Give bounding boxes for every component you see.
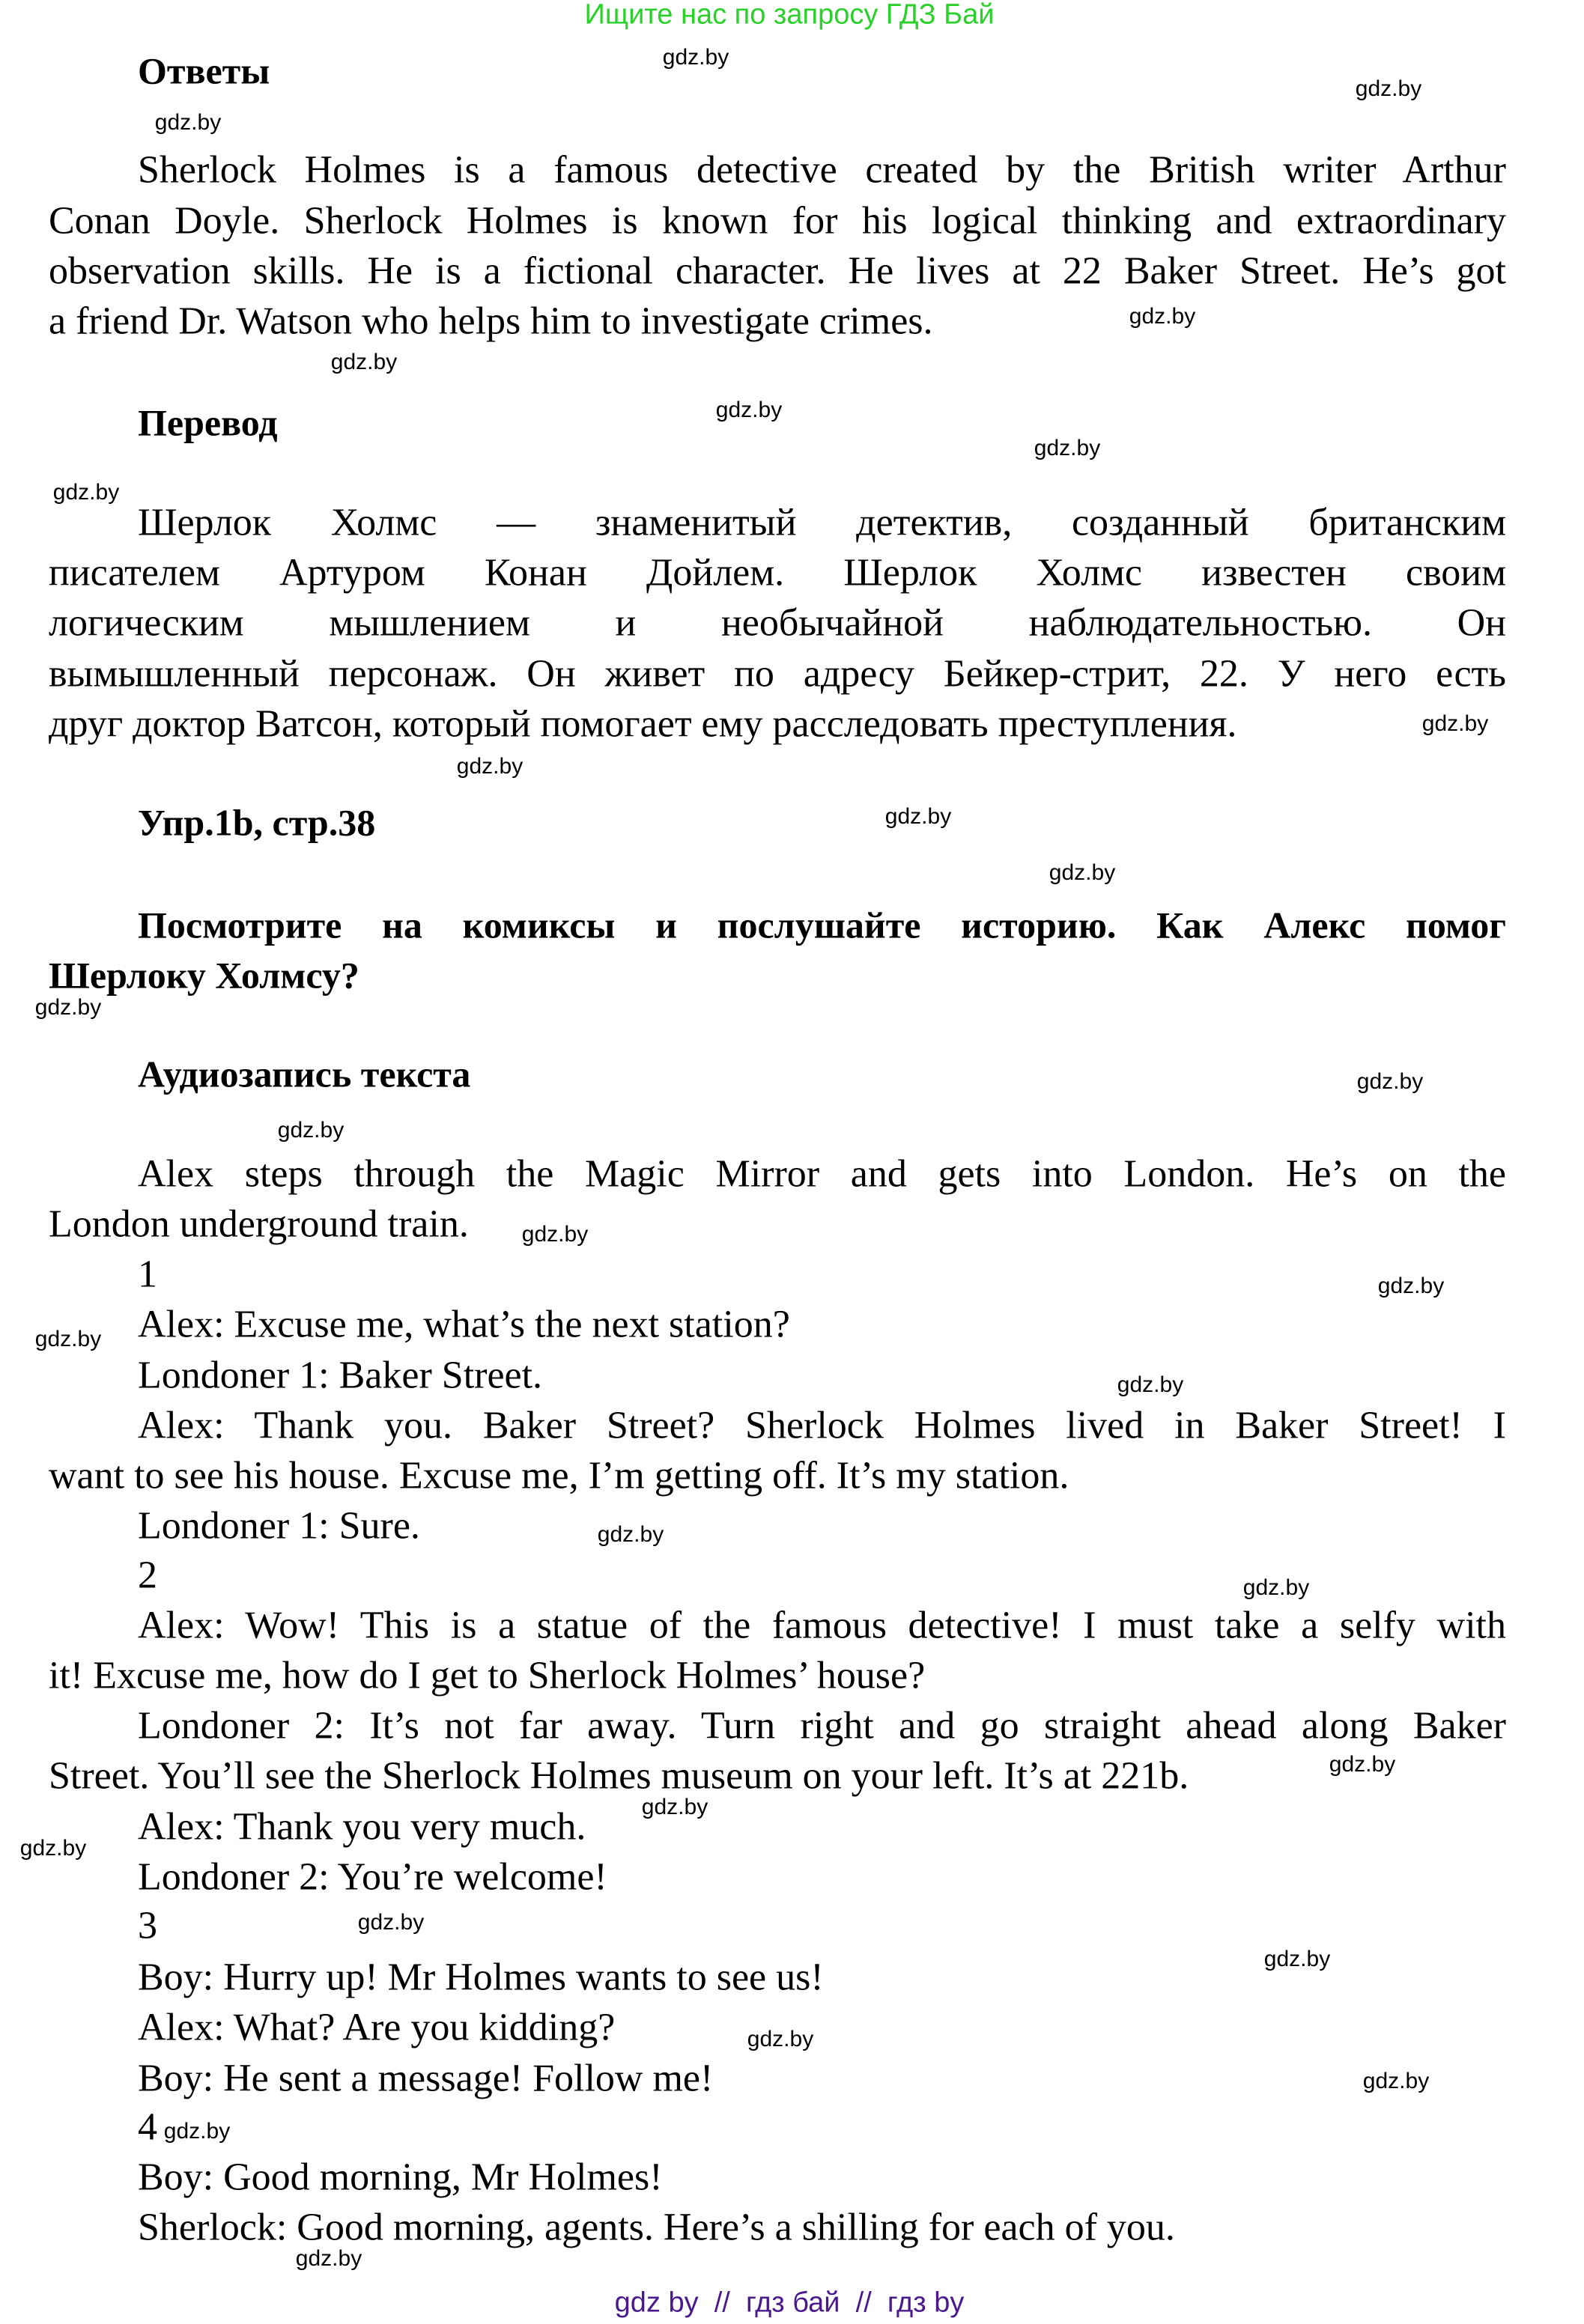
watermark: gdz.by	[1263, 1947, 1331, 1971]
audio-line: Alex: Thank you very much.	[138, 1805, 586, 1849]
watermark: gdz.by	[34, 995, 102, 1020]
audio-line: Alex steps through the Magic Mirror and gets into London. He’s on the	[138, 1152, 1506, 1196]
audio-line: Londoner 1: Sure.	[138, 1504, 420, 1548]
watermark: gdz.by	[277, 1118, 345, 1143]
watermark: gdz.by	[521, 1222, 589, 1247]
audio-line: Alex: Thank you. Baker Street? Sherlock Holmes lived in Baker Street! I	[138, 1404, 1506, 1447]
translation-line: вымышленный персонаж. Он живет по адресу Бейкер-стрит, 22. У него есть	[49, 652, 1506, 696]
watermark: gdz.by	[1049, 860, 1116, 885]
audio-line: Londoner 2: It’s not far away. Turn right and go straight ahead along Baker	[138, 1704, 1506, 1747]
watermark: gdz.by	[1117, 1372, 1184, 1397]
section-number: 3	[138, 1904, 157, 1947]
watermark: gdz.by	[34, 1327, 102, 1351]
task-line: Посмотрите на комиксы и послушайте историю. Как Алекс помог	[138, 904, 1506, 946]
audio-line: it! Excuse me, how do I get to Sherlock Holmes’ house?	[49, 1654, 926, 1697]
audio-line: Boy: He sent a message! Follow me!	[138, 2057, 714, 2100]
watermark: gdz.by	[715, 398, 783, 422]
watermark: gdz.by	[357, 1910, 425, 1935]
section-number: 2	[138, 1554, 157, 1597]
audio-line: Sherlock: Good morning, agents. Here’s a shilling for each of you.	[138, 2206, 1175, 2249]
watermark: gdz.by	[1377, 1274, 1445, 1298]
translation-heading: Перевод	[138, 401, 278, 444]
task-line: Шерлоку Холмсу?	[49, 954, 359, 997]
watermark: gdz.by	[1362, 2069, 1430, 2093]
answers-heading: Ответы	[138, 49, 270, 92]
answer-line: Sherlock Holmes is a famous detective created by the British writer Arthur	[138, 148, 1506, 192]
answer-line: a friend Dr. Watson who helps him to investigate crimes.	[49, 299, 933, 343]
watermark: gdz.by	[662, 45, 729, 70]
watermark: gdz.by	[641, 1795, 708, 1819]
audio-line: Londoner 2: You’re welcome!	[138, 1855, 607, 1899]
watermark: gdz.by	[154, 110, 222, 135]
watermark: gdz.by	[456, 754, 524, 779]
audio-line: Boy: Hurry up! Mr Holmes wants to see us!	[138, 1956, 824, 1999]
section-number: 4	[138, 2105, 157, 2149]
audio-heading: Аудиозапись текста	[138, 1053, 471, 1095]
watermark: gdz.by	[163, 2119, 231, 2144]
audio-line: Alex: Wow! This is a statue of the famous detective! I must take a selfy with	[138, 1604, 1506, 1647]
translation-line: логическим мышлением и необычайной наблюдательностью. Он	[49, 601, 1506, 645]
watermark: gdz.by	[1355, 76, 1422, 101]
translation-line: друг доктор Ватсон, который помогает ему расследовать преступления.	[49, 702, 1237, 746]
audio-line: Alex: Excuse me, what’s the next station?	[138, 1303, 790, 1346]
audio-line: want to see his house. Excuse me, I’m getting off. It’s my station.	[49, 1454, 1069, 1497]
watermark: gdz.by	[1356, 1069, 1424, 1094]
watermark: gdz.by	[19, 1836, 87, 1861]
audio-line: Londoner 1: Baker Street.	[138, 1354, 543, 1397]
watermark: gdz.by	[330, 350, 398, 374]
watermark: gdz.by	[52, 480, 120, 505]
watermark: gdz.by	[1034, 436, 1101, 460]
watermark: gdz.by	[1242, 1575, 1310, 1600]
search-banner: Ищите нас по запросу ГДЗ Бай	[584, 0, 995, 31]
section-number: 1	[138, 1253, 157, 1296]
watermark: gdz.by	[1421, 711, 1489, 736]
watermark: gdz.by	[1329, 1752, 1396, 1777]
audio-line: Street. You’ll see the Sherlock Holmes museum on your left. It’s at 221b.	[49, 1754, 1189, 1798]
watermark: gdz.by	[1129, 304, 1196, 329]
watermark: gdz.by	[597, 1522, 664, 1547]
audio-line: Boy: Good morning, Mr Holmes!	[138, 2156, 663, 2199]
translation-line: Шерлок Холмс — знаменитый детектив, созданный британским	[138, 501, 1506, 544]
exercise-heading: Упр.1b, стр.38	[138, 801, 376, 844]
translation-line: писателем Артуром Конан Дойлем. Шерлок Холмс известен своим	[49, 551, 1506, 594]
watermark: gdz.by	[884, 804, 952, 829]
watermark: gdz.by	[295, 2246, 362, 2271]
footer-links: gdz by // гдз бай // гдз by	[614, 2287, 965, 2319]
audio-line: Alex: What? Are you kidding?	[138, 2006, 616, 2049]
answer-line: observation skills. He is a fictional character. He lives at 22 Baker Street. He’s got	[49, 249, 1506, 293]
watermark: gdz.by	[747, 2027, 814, 2051]
answer-line: Conan Doyle. Sherlock Holmes is known for his logical thinking and extraordinary	[49, 199, 1506, 243]
audio-line: London underground train.	[49, 1202, 469, 1246]
